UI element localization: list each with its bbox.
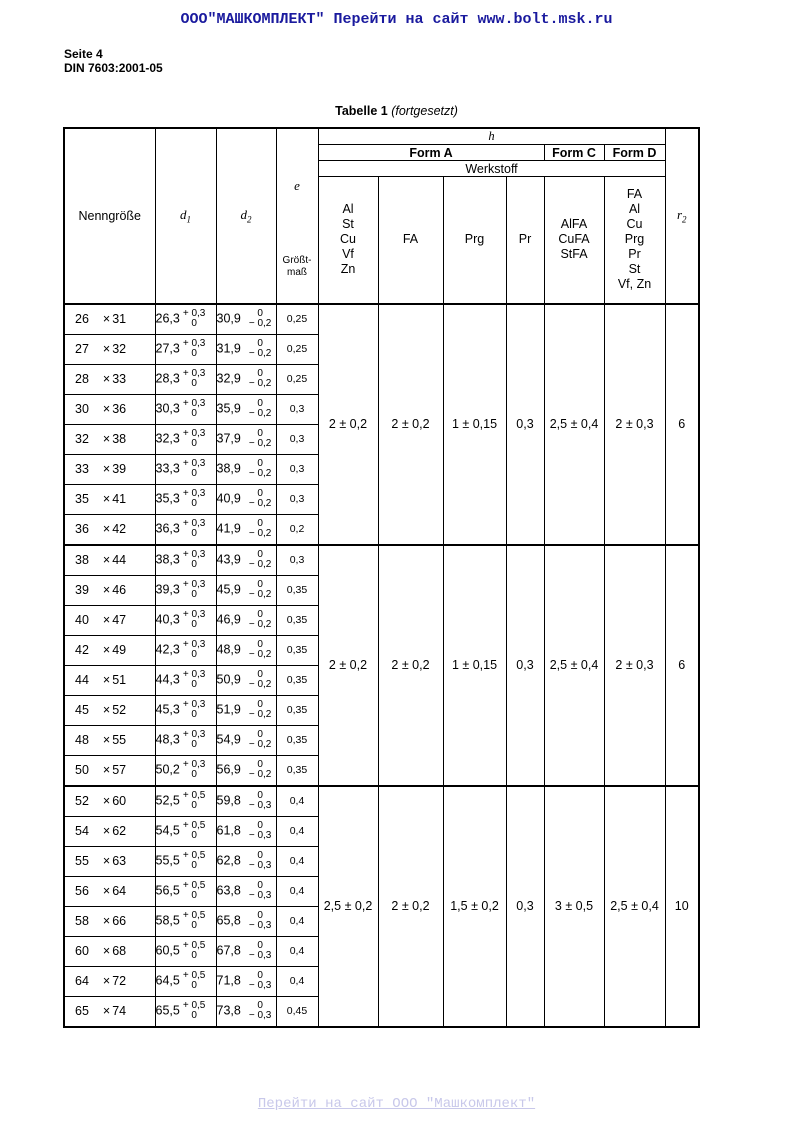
e-cell: 0,35 [276,605,318,635]
e-cell: 0,4 [276,966,318,996]
nenngroesse-cell: 33 × 39 [64,454,155,484]
e-cell: 0,4 [276,786,318,817]
e-cell: 0,4 [276,936,318,966]
e-cell: 0,25 [276,364,318,394]
e-cell: 0,3 [276,484,318,514]
d1-cell: 27,3 + 0,3 0 [155,334,216,364]
d1-cell: 44,3 + 0,3 0 [155,665,216,695]
e-cell: 0,35 [276,725,318,755]
e-cell: 0,25 [276,304,318,335]
d2-cell: 59,8 0 − 0,3 [216,786,276,817]
d2-cell: 46,9 0 − 0,2 [216,605,276,635]
nenngroesse-cell: 39 × 46 [64,575,155,605]
d2-cell: 31,9 0 − 0,2 [216,334,276,364]
material-name: Cu [340,232,356,247]
document-id: DIN 7603:2001-05 [64,61,163,75]
e-cell: 0,3 [276,454,318,484]
e-cell: 0,35 [276,755,318,786]
d1-cell: 38,3 + 0,3 0 [155,545,216,576]
header-material-fa: FA [378,177,443,304]
d1-cell: 48,3 + 0,3 0 [155,725,216,755]
d1-cell: 26,3 + 0,3 0 [155,304,216,335]
d2-cell: 37,9 0 − 0,2 [216,424,276,454]
dimension-table [63,127,700,1028]
d2-cell: 50,9 0 − 0,2 [216,665,276,695]
h-form-a-prg-cell: 1 ± 0,15 [443,304,506,545]
material-name: Prg [624,232,645,247]
d2-cell: 38,9 0 − 0,2 [216,454,276,484]
nenngroesse-cell: 60 × 68 [64,936,155,966]
header-e: e Größt-maß [276,128,318,304]
nenngroesse-cell: 44 × 51 [64,665,155,695]
header-material-al [318,177,378,304]
nenngroesse-cell: 28 × 33 [64,364,155,394]
d2-cell: 63,8 0 − 0,3 [216,876,276,906]
material-name: Zn [340,262,356,277]
nenngroesse-cell: 48 × 55 [64,725,155,755]
e-cell: 0,4 [276,876,318,906]
header-material-c [544,177,604,304]
material-name: Al [628,202,641,217]
nenngroesse-cell: 52 × 60 [64,786,155,817]
material-name: St [342,217,354,232]
nenngroesse-cell: 30 × 36 [64,394,155,424]
e-cell: 0,4 [276,846,318,876]
footer-link[interactable]: Перейти на сайт ООО "Машкомплект" [257,1096,536,1112]
h-form-a-fa-cell: 2 ± 0,2 [378,545,443,786]
d1-cell: 39,3 + 0,3 0 [155,575,216,605]
table-caption-title: Tabelle 1 [335,104,388,118]
d1-cell: 42,3 + 0,3 0 [155,635,216,665]
d1-cell: 64,5 + 0,5 0 [155,966,216,996]
h-form-c-cell: 3 ± 0,5 [544,786,604,1027]
d1-cell: 40,3 + 0,3 0 [155,605,216,635]
h-form-a-prg-cell: 1,5 ± 0,2 [443,786,506,1027]
table-row [64,304,699,335]
e-cell: 0,4 [276,816,318,846]
e-cell: 0,35 [276,695,318,725]
d2-cell: 48,9 0 − 0,2 [216,635,276,665]
nenngroesse-cell: 27 × 32 [64,334,155,364]
d2-cell: 45,9 0 − 0,2 [216,575,276,605]
h-form-a-al-cell: 2,5 ± 0,2 [318,786,378,1027]
d1-cell: 65,5 + 0,5 0 [155,996,216,1027]
top-banner-link[interactable]: ООО"МАШКОМПЛЕКТ" Перейти на сайт www.bolt.msk.ru [180,11,613,28]
d1-cell: 45,3 + 0,3 0 [155,695,216,725]
header-material-prg: Prg [443,177,506,304]
material-name: CuFA [558,232,590,247]
d1-cell: 52,5 + 0,5 0 [155,786,216,817]
nenngroesse-cell: 55 × 63 [64,846,155,876]
e-cell: 0,35 [276,575,318,605]
d2-cell: 73,8 0 − 0,3 [216,996,276,1027]
d2-cell: 62,8 0 − 0,3 [216,846,276,876]
r2-cell: 6 [665,545,699,786]
material-name: Vf, Zn [617,277,652,292]
table-caption [0,104,793,118]
d1-cell: 55,5 + 0,5 0 [155,846,216,876]
d1-cell: 60,5 + 0,5 0 [155,936,216,966]
material-name: Vf [342,247,354,262]
material-name: Pr [628,247,641,262]
top-banner [0,11,793,28]
r2-cell: 10 [665,786,699,1027]
d2-cell: 67,8 0 − 0,3 [216,936,276,966]
h-form-d-cell: 2,5 ± 0,4 [604,786,665,1027]
d2-cell: 35,9 0 − 0,2 [216,394,276,424]
header-werkstoff: Werkstoff [318,161,665,177]
header-nenngroesse: Nenngröße [64,128,155,304]
nenngroesse-cell: 42 × 49 [64,635,155,665]
d1-cell: 32,3 + 0,3 0 [155,424,216,454]
nenngroesse-cell: 65 × 74 [64,996,155,1027]
header-form-d: Form D [604,145,665,161]
nenngroesse-cell: 58 × 66 [64,906,155,936]
d1-cell: 30,3 + 0,3 0 [155,394,216,424]
e-cell: 0,4 [276,906,318,936]
h-form-a-prg-cell: 1 ± 0,15 [443,545,506,786]
d1-cell: 33,3 + 0,3 0 [155,454,216,484]
h-form-a-pr-cell: 0,3 [506,786,544,1027]
nenngroesse-cell: 35 × 41 [64,484,155,514]
table-row [64,545,699,576]
nenngroesse-cell: 36 × 42 [64,514,155,545]
nenngroesse-cell: 32 × 38 [64,424,155,454]
h-form-d-cell: 2 ± 0,3 [604,545,665,786]
material-name: StFA [560,247,588,262]
header-d2: $d_2$ [216,128,276,304]
h-form-a-pr-cell: 0,3 [506,545,544,786]
d2-cell: 71,8 0 − 0,3 [216,966,276,996]
page-number: Seite 4 [64,47,103,61]
material-name: St [628,262,641,277]
material-name: Cu [626,217,643,232]
d1-cell: 50,2 + 0,3 0 [155,755,216,786]
h-form-a-al-cell: 2 ± 0,2 [318,545,378,786]
h-form-a-fa-cell: 2 ± 0,2 [378,786,443,1027]
nenngroesse-cell: 64 × 72 [64,966,155,996]
h-form-a-al-cell: 2 ± 0,2 [318,304,378,545]
nenngroesse-cell: 45 × 52 [64,695,155,725]
e-cell: 0,2 [276,514,318,545]
d2-cell: 43,9 0 − 0,2 [216,545,276,576]
page-header [64,47,163,75]
header-form-c: Form C [544,145,604,161]
nenngroesse-cell: 50 × 57 [64,755,155,786]
d2-cell: 32,9 0 − 0,2 [216,364,276,394]
h-form-a-pr-cell: 0,3 [506,304,544,545]
nenngroesse-cell: 54 × 62 [64,816,155,846]
material-name: AlFA [560,217,588,232]
d2-cell: 61,8 0 − 0,3 [216,816,276,846]
r2-cell: 6 [665,304,699,545]
nenngroesse-cell: 56 × 64 [64,876,155,906]
table-caption-subtitle: (fortgesetzt) [391,104,458,118]
h-form-c-cell: 2,5 ± 0,4 [544,545,604,786]
header-material-d [604,177,665,304]
e-cell: 0,25 [276,334,318,364]
nenngroesse-cell: 26 × 31 [64,304,155,335]
d1-cell: 35,3 + 0,3 0 [155,484,216,514]
d1-cell: 36,3 + 0,3 0 [155,514,216,545]
d2-cell: 65,8 0 − 0,3 [216,906,276,936]
e-cell: 0,3 [276,394,318,424]
table-row [64,786,699,817]
h-form-c-cell: 2,5 ± 0,4 [544,304,604,545]
d1-cell: 28,3 + 0,3 0 [155,364,216,394]
d2-cell: 41,9 0 − 0,2 [216,514,276,545]
e-cell: 0,3 [276,545,318,576]
header-form-a: Form A [318,145,544,161]
d2-cell: 30,9 0 − 0,2 [216,304,276,335]
d2-cell: 54,9 0 − 0,2 [216,725,276,755]
nenngroesse-cell: 38 × 44 [64,545,155,576]
h-form-a-fa-cell: 2 ± 0,2 [378,304,443,545]
d2-cell: 56,9 0 − 0,2 [216,755,276,786]
header-material-pr: Pr [506,177,544,304]
d1-cell: 58,5 + 0,5 0 [155,906,216,936]
e-cell: 0,45 [276,996,318,1027]
d2-cell: 40,9 0 − 0,2 [216,484,276,514]
header-d1: $d_1$ [155,128,216,304]
d1-cell: 56,5 + 0,5 0 [155,876,216,906]
header-e-note: Größt-maß [282,255,312,278]
e-cell: 0,35 [276,665,318,695]
d1-cell: 54,5 + 0,5 0 [155,816,216,846]
d2-cell: 51,9 0 − 0,2 [216,695,276,725]
header-h: h [318,128,665,145]
e-cell: 0,35 [276,635,318,665]
nenngroesse-cell: 40 × 47 [64,605,155,635]
material-name: FA [626,187,643,202]
e-cell: 0,3 [276,424,318,454]
material-name: Al [342,202,354,217]
header-r2: $r_2$ [665,128,699,304]
table-body [64,304,699,1027]
h-form-d-cell: 2 ± 0,3 [604,304,665,545]
